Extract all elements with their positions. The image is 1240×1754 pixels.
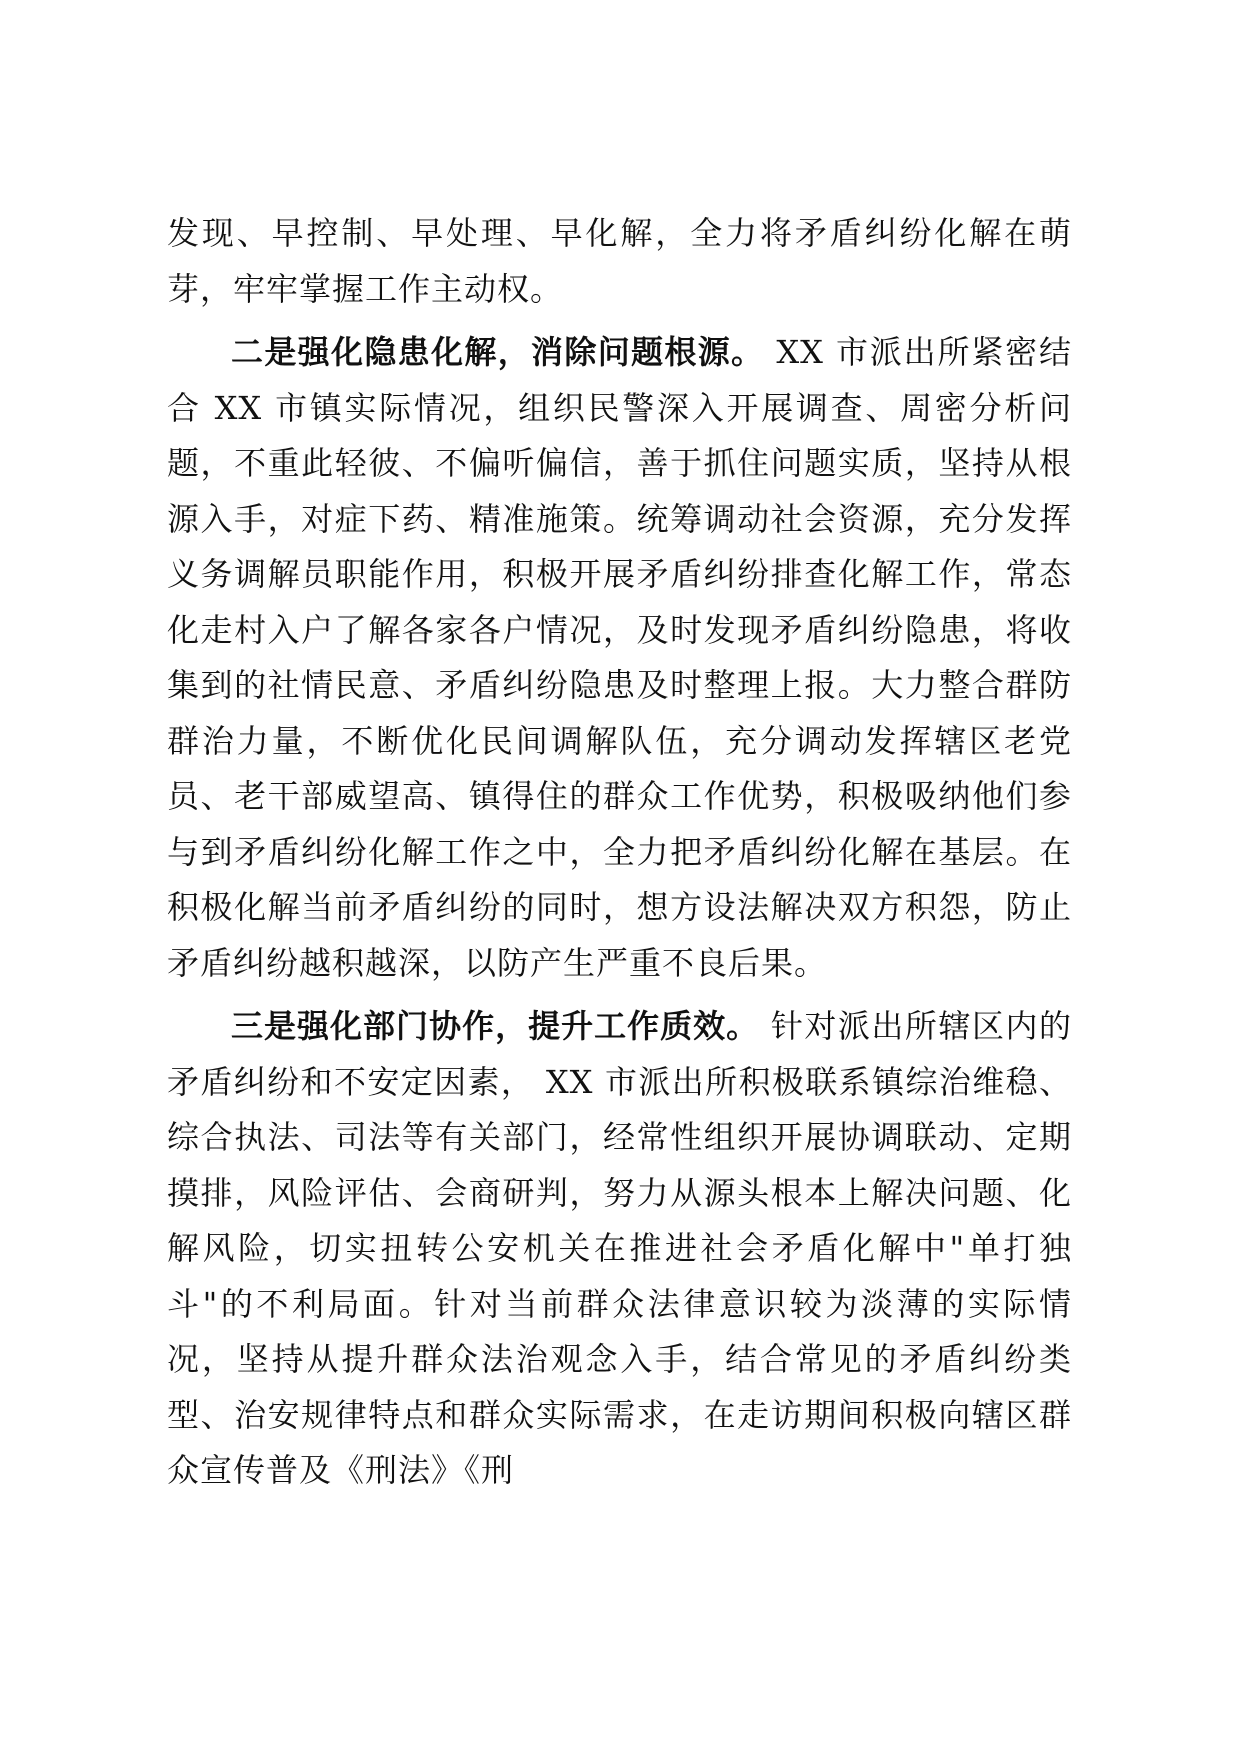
paragraph-lead-heading: 二是强化隐患化解，消除问题根源。 (231, 333, 765, 371)
paragraph-text: 发现、早控制、早处理、早化解，全力将矛盾纠纷化解在萌芽，牢牢掌握工作主动权。 (167, 214, 1072, 308)
paragraph-text: XX 市派出所紧密结合 XX 市镇实际情况，组织民警深入开展调查、周密分析问题，不重此轻彼、不偏听偏信，善于抓住问题实质，坚持从根源入手，对症下药、精准施策。统筹调动社会资源，充分发挥义务调解员职能作用，积极开展矛盾纠纷排查化解工作，常态化走村入户了解各家各户情况，及时发现矛盾纠纷隐患，将收集到的社情民意、矛盾纠纷隐患及时整理上报。大力整合群防群治力量，不断优化民间调解队伍，充分调动发挥辖区老党员、老干部威望高、镇得住的群众工作优势，积极吸纳他们参与到矛盾纠纷化解工作之中，全力把矛盾纠纷化解在基层。在积极化解当前矛盾纠纷的同时，想方设法解决双方积怨，防止矛盾纠纷越积越深，以防产生严重不良后果。 (167, 333, 1072, 982)
paragraph-lead-heading: 三是强化部门协作，提升工作质效。 (231, 1007, 760, 1045)
document-body (167, 206, 1072, 1499)
paragraph-department-cooperation (167, 999, 1072, 1499)
paragraph-hazard-resolution (167, 325, 1072, 991)
paragraph-continuation (167, 206, 1072, 317)
paragraph-text: 针对派出所辖区内的矛盾纠纷和不安定因素， XX 市派出所积极联系镇综治维稳、综合执法、司法等有关部门，经常性组织开展协调联动、定期摸排，风险评估、会商研判，努力从源头根本上解决问题、化解风险，切实扭转公安机关在推进社会矛盾化解中"单打独斗"的不利局面。针对当前群众法律意识较为淡薄的实际情况，坚持从提升群众法治观念入手，结合常见的矛盾纠纷类型、治安规律特点和群众实际需求，在走访期间积极向辖区群众宣传普及《刑法》《刑 (167, 1007, 1072, 1489)
